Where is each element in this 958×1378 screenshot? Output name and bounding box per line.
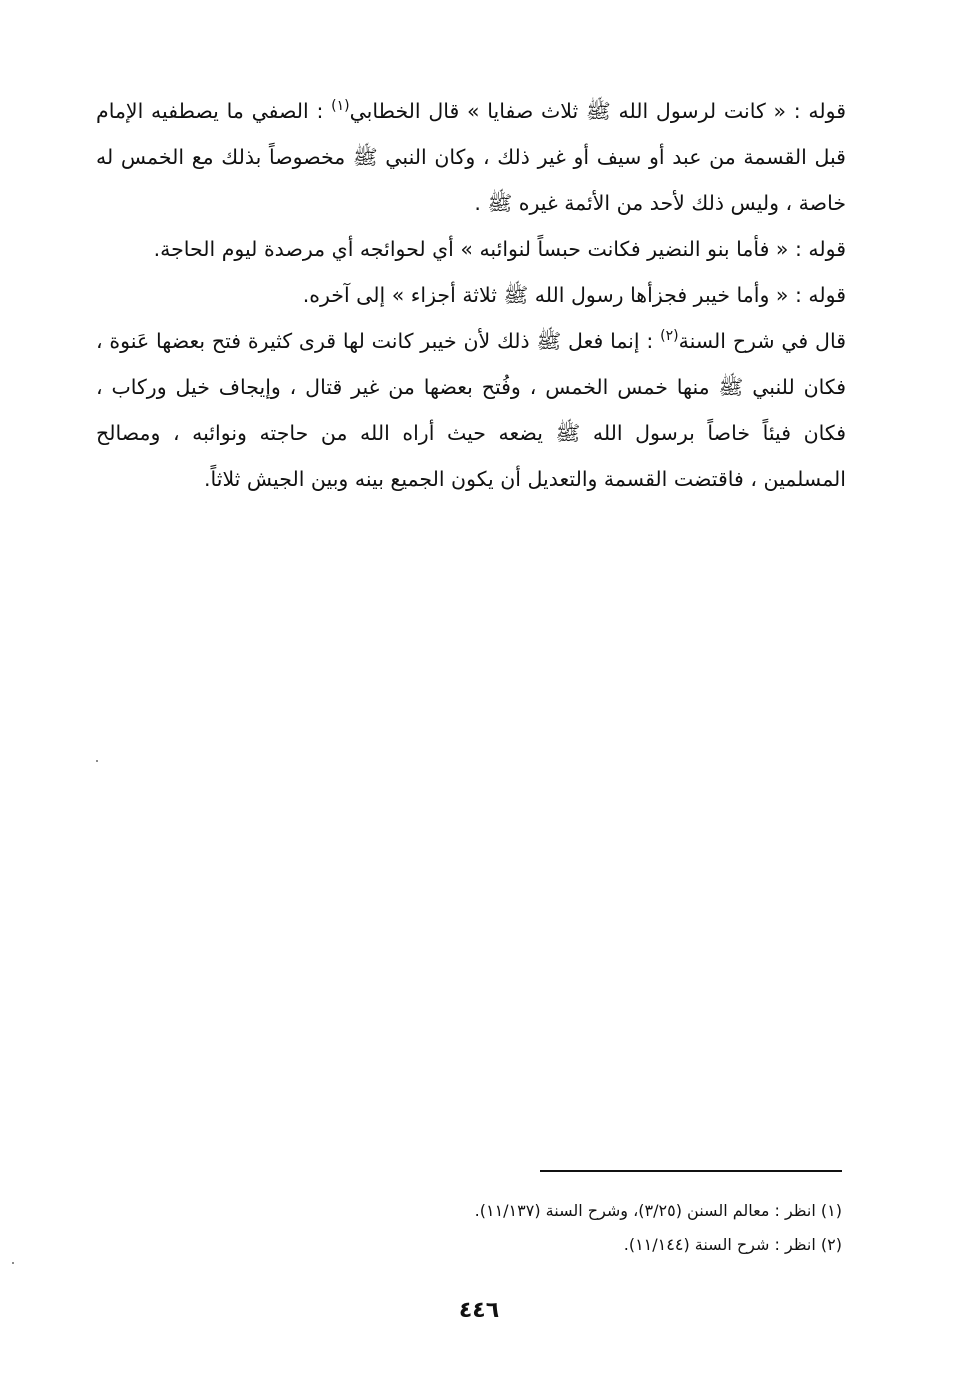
main-text bbox=[96, 88, 846, 502]
paragraph-4 bbox=[96, 318, 846, 502]
paragraph-1-text-b: : الصفي ما يصطفيه الإمام قبل القسمة من عبد أو سيف أو غير ذلك ، وكان النبي ﷺ مخصوصاً بذلك مع الخمس له خاصة ، وليس ذلك لأحد من الأئمة غيره ﷺ . bbox=[96, 99, 846, 215]
scan-speck bbox=[96, 760, 98, 762]
paragraph-3 bbox=[96, 272, 846, 318]
paragraph-3-text: قوله : « وأما خيبر فجزأها رسول الله ﷺ ثلاثة أجزاء » إلى آخره. bbox=[302, 283, 846, 307]
paragraph-4-text-a: قال في شرح السنة bbox=[678, 329, 846, 353]
paragraph-4-text-b: : إنما فعل ﷺ ذلك لأن خيبر كانت لها قرى كثيرة فتح بعضها عَنوة ، فكان للنبي ﷺ منها خمس الخمس ، وفُتح بعضها من غير قتال ، وإيجاف خيل وركاب ، فكان فيئاً خاصاً برسول الله ﷺ يضعه حيث أراه الله من حاجته ونوائبه ، ومصالح المسلمين ، فاقتضت القسمة والتعديل أن يكون الجميع بينه وبين الجيش ثلاثاً. bbox=[96, 329, 846, 491]
paragraph-2-text: قوله : « فأما بنو النضير فكانت حبساً لنوائبه » أي لحوائجه أي مرصدة ليوم الحاجة. bbox=[153, 237, 846, 261]
footnote-ref-2: (٢) bbox=[660, 328, 679, 345]
paragraph-1-text-a: قوله : « كانت لرسول الله ﷺ ثلاث صفايا » قال الخطابي bbox=[349, 99, 846, 123]
footnote-ref-1: (١) bbox=[331, 98, 350, 115]
footnote-2: (٢) انظر : شرح السنة (١١/١٤٤). bbox=[623, 1235, 842, 1254]
page-number: ٤٤٦ bbox=[458, 1298, 500, 1323]
footnote-separator bbox=[540, 1170, 842, 1172]
paragraph-2 bbox=[96, 226, 846, 272]
footnote-1: (١) انظر : معالم السنن (٣/٢٥)، وشرح السنة (١١/١٣٧). bbox=[474, 1201, 842, 1220]
scan-speck bbox=[12, 1262, 14, 1264]
footnotes bbox=[142, 1194, 842, 1262]
paragraph-1 bbox=[96, 88, 846, 226]
